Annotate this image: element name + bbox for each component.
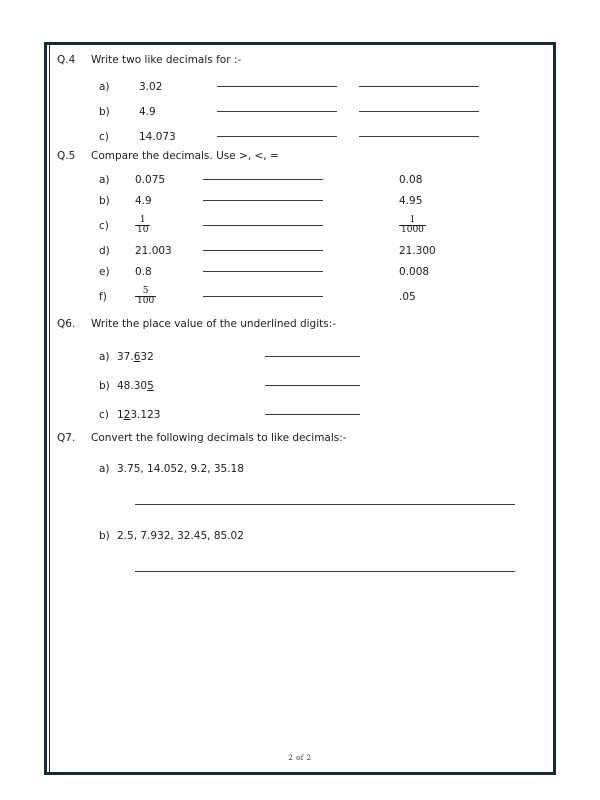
value-prefix: 37. xyxy=(117,350,134,363)
item-label: e) xyxy=(99,265,110,278)
worksheet-page xyxy=(44,42,556,775)
fraction xyxy=(135,287,156,307)
item-value: 2.5, 7.932, 32.45, 85.02 xyxy=(117,530,244,542)
question-5-block xyxy=(57,149,547,311)
fraction-denominator: 1000 xyxy=(401,225,424,235)
right-operand xyxy=(399,216,479,236)
answer-blank[interactable] xyxy=(203,200,323,201)
question-5-heading xyxy=(57,149,547,164)
answer-blank[interactable] xyxy=(217,136,337,137)
item-value xyxy=(117,350,265,364)
answer-blank[interactable] xyxy=(203,179,323,180)
answer-blank[interactable] xyxy=(217,111,337,112)
question-4-row xyxy=(57,124,547,149)
item-label: b) xyxy=(99,105,110,118)
question-4-number: Q.4 xyxy=(57,54,76,66)
spacer xyxy=(57,505,547,527)
question-7-heading xyxy=(57,431,547,446)
question-4-row xyxy=(57,99,547,124)
right-operand: 0.08 xyxy=(399,173,423,186)
item-label: c) xyxy=(99,130,109,143)
left-operand: 0.075 xyxy=(135,173,166,186)
question-7-row xyxy=(57,460,547,478)
question-4-prompt: Write two like decimals for :- xyxy=(91,54,242,66)
question-7-block xyxy=(57,431,547,572)
page-footer: 2 of 2 xyxy=(288,754,312,762)
question-6-prompt: Write the place value of the underlined digits:- xyxy=(91,318,337,330)
question-6-number: Q6. xyxy=(57,318,76,330)
question-4-block xyxy=(57,53,547,149)
fraction-denominator: 10 xyxy=(137,225,149,235)
left-operand: 4.9 xyxy=(135,194,152,207)
item-label: c) xyxy=(99,408,109,421)
question-6-row xyxy=(57,342,547,371)
value-prefix: 1 xyxy=(117,408,124,421)
right-operand: 4.95 xyxy=(399,194,423,207)
question-5-row xyxy=(57,169,547,190)
item-label: a) xyxy=(99,80,110,93)
item-label: b) xyxy=(99,530,110,542)
question-7-number: Q7. xyxy=(57,432,76,444)
spacer xyxy=(57,545,547,571)
answer-blank[interactable] xyxy=(265,385,360,386)
question-6-row xyxy=(57,371,547,400)
item-label: b) xyxy=(99,379,110,392)
item-label: d) xyxy=(99,244,110,257)
page-content xyxy=(47,45,553,772)
answer-blank[interactable] xyxy=(265,356,360,357)
answer-blank-long[interactable] xyxy=(135,571,515,572)
question-5-row xyxy=(57,282,547,311)
question-6-block xyxy=(57,317,547,429)
answer-blank[interactable] xyxy=(359,86,479,87)
answer-blank[interactable] xyxy=(265,414,360,415)
question-5-number: Q.5 xyxy=(57,150,76,162)
right-operand: 21.300 xyxy=(399,244,436,257)
answer-blank[interactable] xyxy=(359,136,479,137)
underlined-digit: 6 xyxy=(133,350,141,363)
fraction-numerator: 1 xyxy=(409,214,416,225)
item-label: a) xyxy=(99,173,110,186)
answer-blank[interactable] xyxy=(203,296,323,297)
question-5-row xyxy=(57,240,547,261)
fraction xyxy=(135,216,150,236)
question-5-prompt: Compare the decimals. Use >, <, = xyxy=(91,150,279,162)
left-operand xyxy=(135,216,203,236)
question-7-row xyxy=(57,527,547,545)
question-4-row xyxy=(57,74,547,99)
item-label: a) xyxy=(99,463,110,475)
value-suffix: 3.123 xyxy=(130,408,161,421)
fraction-numerator: 1 xyxy=(139,214,146,225)
item-value xyxy=(117,408,265,422)
item-value: 3.02 xyxy=(139,80,163,93)
value-suffix: 32 xyxy=(140,350,154,363)
spacer xyxy=(57,478,547,504)
fraction xyxy=(399,216,426,236)
answer-blank[interactable] xyxy=(217,86,337,87)
question-7-prompt: Convert the following decimals to like decimals:- xyxy=(91,432,347,444)
question-5-row xyxy=(57,190,547,211)
item-label: b) xyxy=(99,194,110,207)
item-value: 14.073 xyxy=(139,130,176,143)
answer-blank[interactable] xyxy=(203,271,323,272)
left-operand xyxy=(135,287,203,307)
underlined-digit: 5 xyxy=(147,379,154,392)
answer-blank[interactable] xyxy=(203,225,323,226)
fraction-numerator: 5 xyxy=(142,285,149,296)
item-label: a) xyxy=(99,350,110,363)
underlined-digit: 2 xyxy=(123,408,131,421)
item-label: c) xyxy=(99,219,109,232)
value-prefix: 48.30 xyxy=(117,379,148,392)
left-operand: 21.003 xyxy=(135,244,172,257)
right-operand: .05 xyxy=(399,290,416,303)
answer-blank[interactable] xyxy=(359,111,479,112)
right-operand: 0.008 xyxy=(399,265,430,278)
question-4-heading xyxy=(57,53,547,68)
question-6-heading xyxy=(57,317,547,332)
fraction-denominator: 100 xyxy=(137,296,155,306)
question-6-row xyxy=(57,400,547,429)
item-value: 3.75, 14.052, 9.2, 35.18 xyxy=(117,463,244,475)
answer-blank[interactable] xyxy=(203,250,323,251)
item-value xyxy=(117,379,265,393)
left-operand: 0.8 xyxy=(135,265,152,278)
question-5-row xyxy=(57,261,547,282)
item-label: f) xyxy=(99,290,107,303)
item-value: 4.9 xyxy=(139,105,156,118)
question-5-row xyxy=(57,211,547,240)
